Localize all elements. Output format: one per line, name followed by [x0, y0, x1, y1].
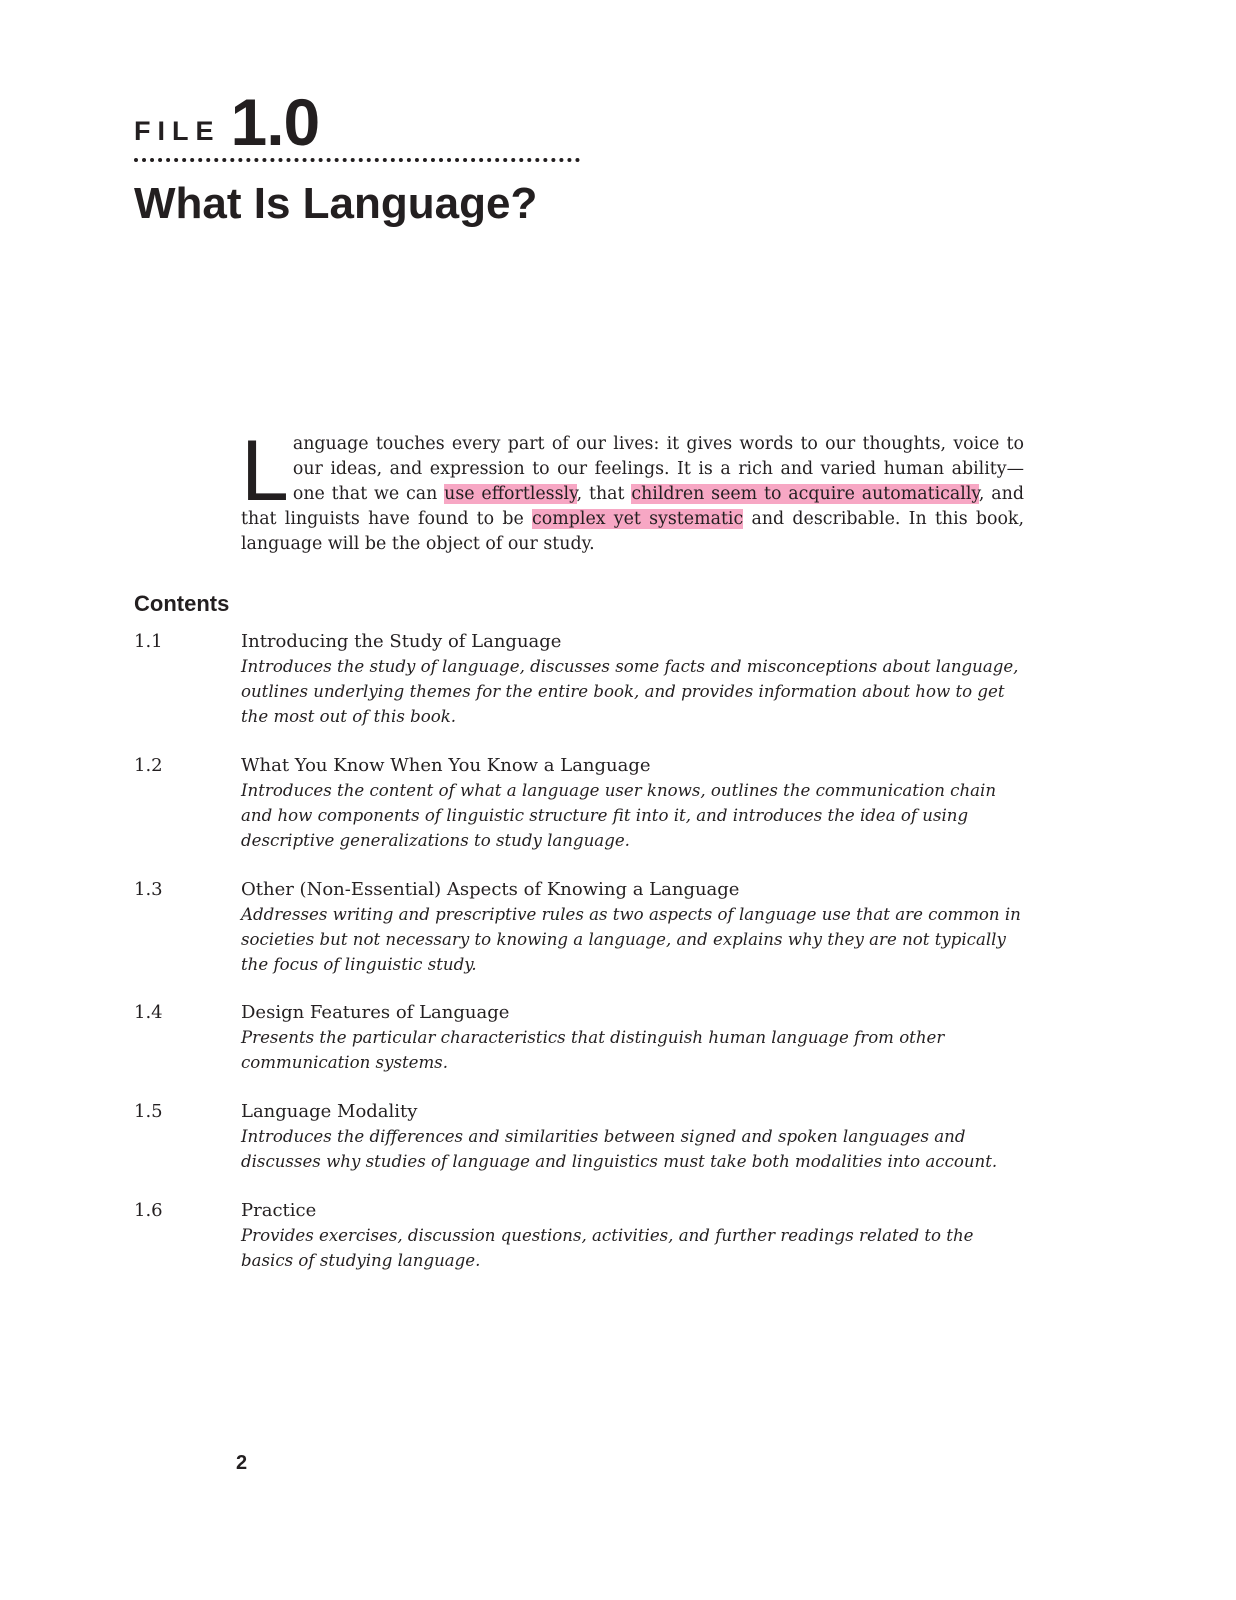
toc-description: Presents the particular characteristics that distinguish human language from other communication systems. — [241, 1028, 945, 1072]
file-word: FILE — [134, 116, 221, 146]
toc-title: Language Modality — [241, 1101, 418, 1122]
file-number: 1.0 — [230, 85, 320, 159]
highlight-children-acquire: children seem to acquire automatically — [631, 484, 979, 504]
toc-number: 1.5 — [134, 1101, 163, 1122]
file-label — [134, 75, 320, 159]
intro-paragraph — [241, 423, 1024, 557]
toc-title: Introducing the Study of Language — [241, 631, 562, 652]
chapter-title: What Is Language? — [134, 179, 538, 228]
drop-cap: L — [241, 423, 289, 519]
toc-number: 1.3 — [134, 879, 163, 900]
toc-title: What You Know When You Know a Language — [241, 755, 651, 776]
toc-description: Introduces the differences and similarities between signed and spoken languages and discusses why studies of language and linguistics must take both modalities into account. — [241, 1127, 998, 1171]
toc-description: Introduces the study of language, discusses some facts and misconceptions about language, outlines underlying themes for the entire book, and provides information about how to get the most out of this book. — [241, 657, 1019, 726]
dotted-divider — [134, 158, 580, 162]
contents-heading: Contents — [134, 591, 230, 616]
highlight-use-effortlessly: use effortlessly — [444, 484, 577, 504]
intro-text-4: and describable. In this book, language will be the object of our study. — [241, 509, 1024, 554]
page-number: 2 — [236, 1452, 248, 1474]
toc-number: 1.1 — [134, 631, 163, 652]
intro-text-3: , and that linguists have found to be — [241, 484, 1024, 529]
intro-text-1: anguage touches every part of our lives: it gives words to our thoughts, voice to our ideas, and expression to our feelings. It is a rich and varied human ability—one that we can — [292, 434, 1024, 504]
toc-number: 1.6 — [134, 1200, 163, 1221]
toc-number: 1.2 — [134, 755, 163, 776]
toc-description: Provides exercises, discussion questions, activities, and further readings related to the basics of studying language. — [241, 1226, 974, 1270]
toc-description: Introduces the content of what a language user knows, outlines the communication chain and how components of linguistic structure fit into it, and introduces the idea of using descriptive generalizations to study language. — [241, 781, 997, 850]
toc-number: 1.4 — [134, 1002, 163, 1023]
toc-title: Design Features of Language — [241, 1002, 510, 1023]
highlight-complex-systematic: complex yet systematic — [532, 509, 744, 529]
toc-description: Addresses writing and prescriptive rules as two aspects of language use that are common in societies but not necessary to knowing a language, and explains why they are not typically the focus of linguistic study. — [241, 905, 1021, 974]
toc-title: Practice — [241, 1200, 317, 1221]
intro-text-2: , that — [576, 484, 632, 504]
toc-title: Other (Non-Essential) Aspects of Knowing a Language — [241, 879, 740, 900]
